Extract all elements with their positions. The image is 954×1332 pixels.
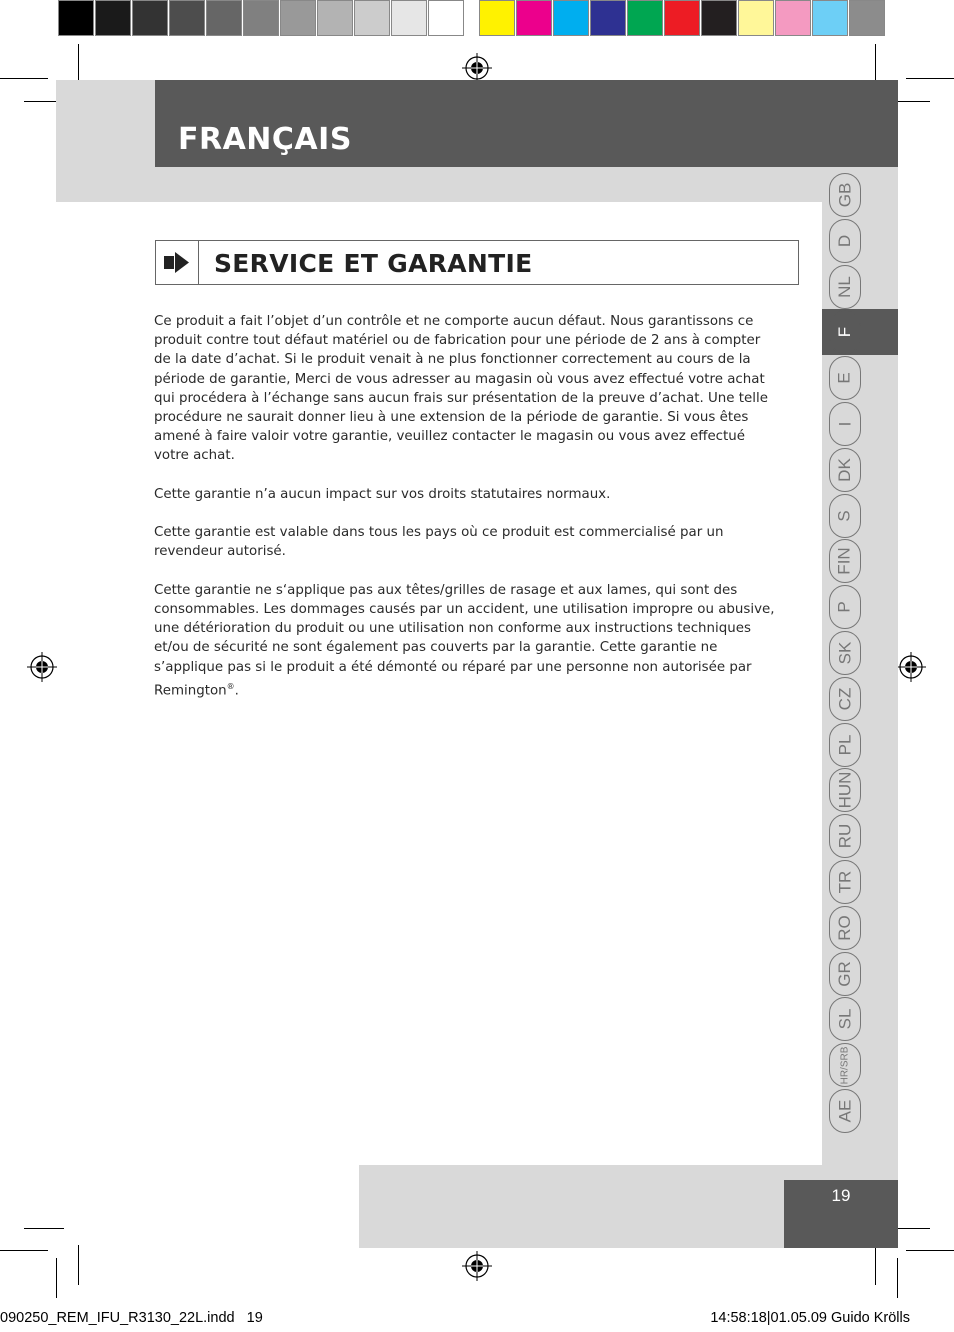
language-tab-ae[interactable] [829, 1089, 861, 1133]
language-tab-label: SL [834, 1008, 854, 1030]
page-number: 19 [831, 1186, 851, 1205]
color-swatch [428, 0, 464, 36]
language-tab-e[interactable] [829, 356, 861, 400]
language-tab-label: SK [835, 641, 854, 665]
language-tab-dk[interactable] [829, 448, 861, 492]
color-swatch [553, 0, 589, 36]
language-tab-label: F [834, 327, 854, 338]
color-swatch [627, 0, 663, 36]
crop-mark [0, 78, 48, 79]
language-tab-label: P [835, 601, 854, 613]
body-text [154, 312, 779, 720]
trademark-symbol: ® [226, 681, 235, 691]
language-tab-label: GB [835, 182, 854, 208]
registration-mark-icon [462, 1251, 492, 1281]
language-tab-label: HR/SRB [839, 1046, 851, 1085]
paragraph: Cette garantie est valable dans tous les pays où ce produit est commercialisé par un revendeur autorisé. [154, 525, 724, 560]
color-swatch [280, 0, 316, 36]
language-tab-ru[interactable] [829, 814, 861, 858]
crop-mark [875, 1245, 876, 1285]
footer-timestamp: 14:58:18|01.05.09 Guido Krölls [710, 1310, 910, 1326]
footer-file-info: 090250_REM_IFU_R3130_22L.indd 19 [0, 1310, 263, 1326]
color-swatch [812, 0, 848, 36]
section-title: SERVICE ET GARANTIE [214, 249, 533, 278]
language-tab-label: NL [834, 275, 854, 298]
language-tab-label: TR [834, 870, 854, 894]
language-tab-tr[interactable] [829, 860, 861, 904]
language-tab-cz[interactable] [829, 677, 861, 721]
swatch-gap [465, 0, 479, 38]
language-tab-pl[interactable] [829, 723, 861, 767]
language-tab-label: E [835, 372, 854, 384]
color-swatch [354, 0, 390, 36]
crop-mark [24, 1228, 64, 1229]
language-tab-gr[interactable] [829, 952, 861, 996]
language-tab-nl[interactable] [829, 265, 861, 309]
language-tab-fin[interactable] [829, 539, 861, 583]
language-tab-s[interactable] [829, 494, 861, 538]
language-tab-sk[interactable] [829, 631, 861, 675]
language-tab-hun[interactable] [829, 768, 861, 812]
language-tab-label: DK [835, 457, 854, 482]
language-tab-label: FIN [834, 547, 854, 576]
color-swatch [243, 0, 279, 36]
color-swatch [590, 0, 626, 36]
language-tab-label: RO [835, 915, 854, 941]
crop-mark [78, 1245, 79, 1285]
language-tab-label: RU [835, 823, 854, 849]
color-swatch [738, 0, 774, 36]
language-tab-hr-srb[interactable] [829, 1043, 861, 1087]
registration-mark-icon [27, 652, 57, 682]
color-swatch [95, 0, 131, 36]
registration-mark-icon [462, 53, 492, 83]
arrow-right-icon [156, 241, 198, 284]
color-swatch [479, 0, 515, 36]
color-swatch [775, 0, 811, 36]
paragraph-end: . [234, 683, 239, 699]
language-tab-label: PL [834, 734, 854, 755]
language-tab-gb[interactable] [829, 173, 861, 217]
paragraph: Ce produit a fait l’objet d’un contrôle et ne comporte aucun défaut. Nous garantissons ce produit contre tout défaut matériel ou de fabrication pour une période de 2 ans à compter de la date d’achat. Si le produit venait à ne plus fonctionner correctement au cours de la période de garantie, Merci de vous adresser au magasin où vous avez effectué votre achat qui procédera à l’échange sans aucun frais sur présentation de la preuve d’achat. Une telle procédure ne saurait donner lieu à une extension de la période de garantie. Si vous êtes amené à faire valoir votre garantie, veuillez contacter le magasin ou vous avez effectué votre achat. [154, 314, 768, 464]
color-swatch [516, 0, 552, 36]
color-swatch [701, 0, 737, 36]
color-swatch [664, 0, 700, 36]
color-calibration-bar [58, 0, 886, 38]
color-swatch [849, 0, 885, 36]
color-swatch [58, 0, 94, 36]
color-swatch [132, 0, 168, 36]
language-tab-d[interactable] [829, 219, 861, 263]
language-tab-sl[interactable] [829, 997, 861, 1041]
language-tab-label: I [834, 421, 854, 427]
language-tab-label: AE [835, 1099, 854, 1123]
language-tab-label: S [835, 509, 854, 522]
language-tab-i[interactable] [829, 402, 861, 446]
language-tab-label: D [835, 234, 854, 247]
paragraph: Cette garantie n’a aucun impact sur vos droits statutaires normaux. [154, 486, 611, 502]
language-tab-label: HUN [835, 771, 854, 809]
language-tab-label: CZ [834, 687, 854, 711]
color-swatch [391, 0, 427, 36]
color-swatch [206, 0, 242, 36]
paragraph [154, 581, 779, 701]
language-tab-ro[interactable] [829, 906, 861, 950]
language-tab-f[interactable] [829, 310, 861, 354]
paragraph-text: Cette garantie ne s‘applique pas aux têtes/grilles de rasage et aux lames, qui sont des consommables. Les dommages causés par un accident, une utilisation impropre ou abusive, une détérioration du produit ou une utilisation non conforme aux instructions techniques et/ou de sécurité ne sont également pas couverts par la garantie. Cette garantie ne s’applique pas si le produit a été démonté ou réparé par une personne non autorisée par Remington [154, 582, 775, 699]
crop-mark [906, 78, 954, 79]
registration-mark-icon [896, 652, 926, 682]
section-icon-cell [155, 240, 199, 285]
color-swatch [317, 0, 353, 36]
crop-mark [897, 1258, 898, 1298]
crop-mark [0, 1250, 48, 1251]
crop-mark [906, 1250, 954, 1251]
language-tab-label: GR [835, 960, 854, 987]
color-swatch [169, 0, 205, 36]
crop-mark [56, 1258, 57, 1298]
language-tab-p[interactable] [829, 585, 861, 629]
page-title: FRANÇAIS [178, 122, 352, 157]
